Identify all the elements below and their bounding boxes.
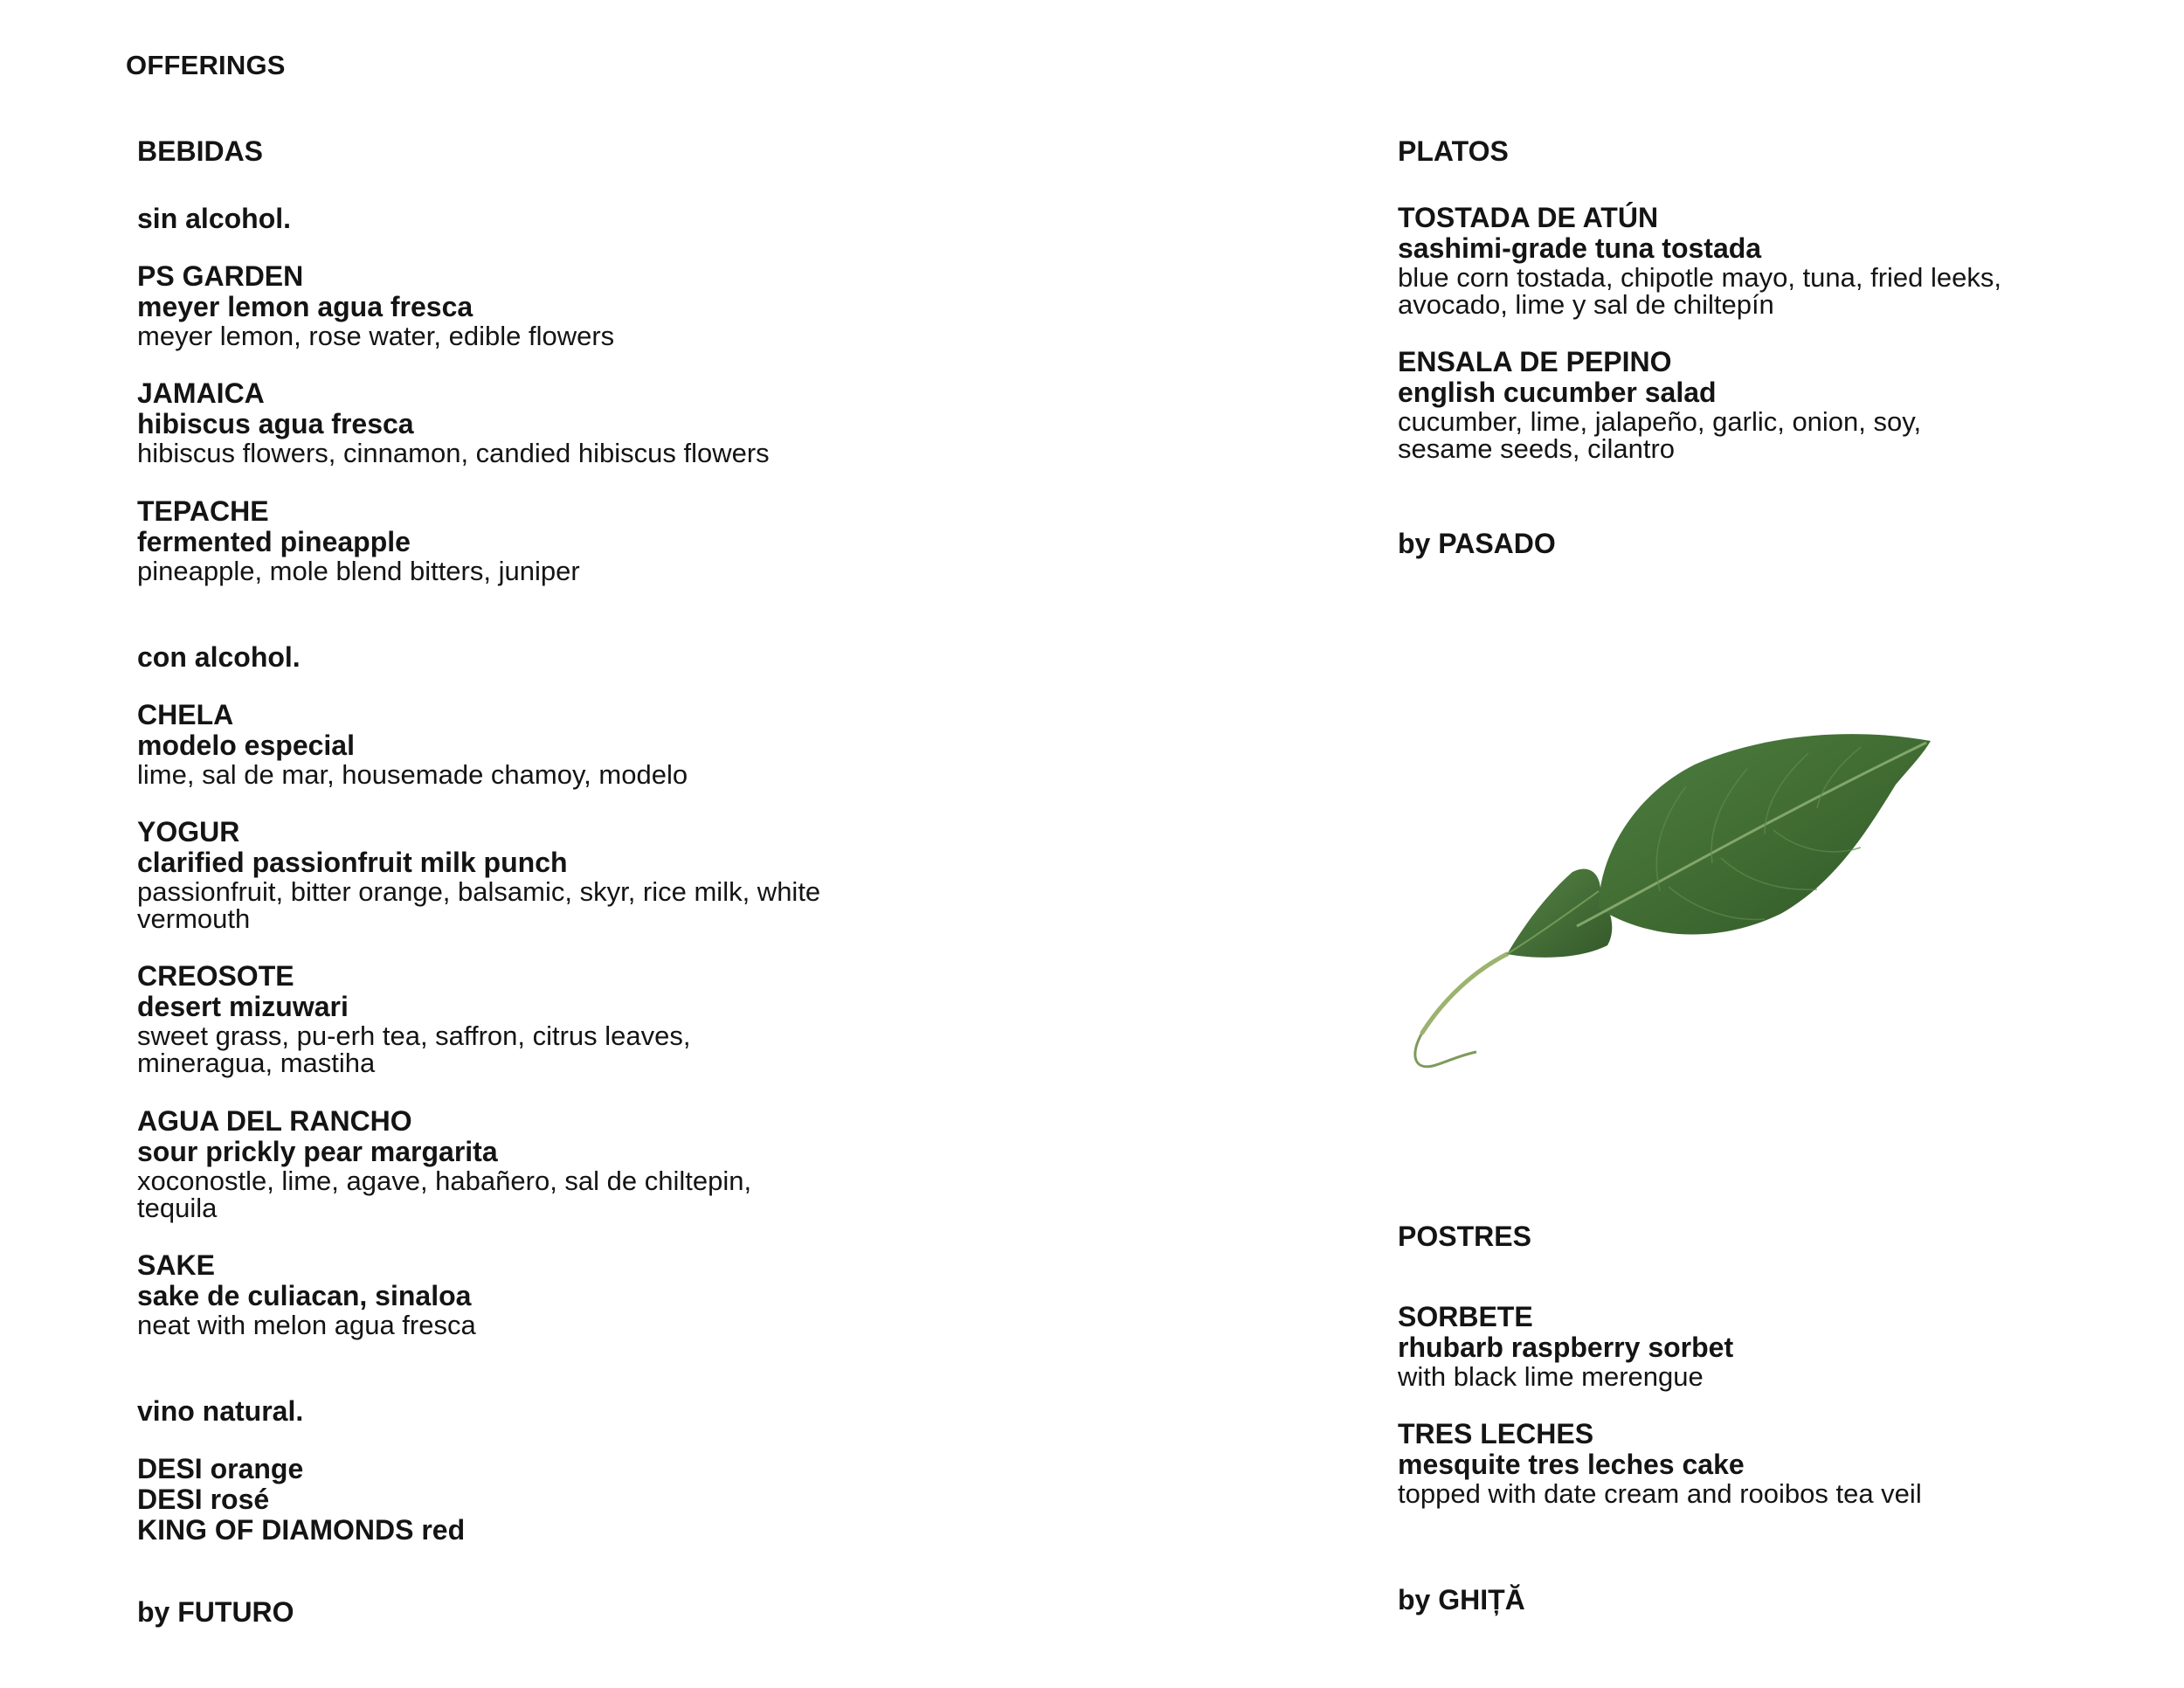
menu-item-jamaica [137,378,854,467]
item-subtitle: meyer lemon agua fresca [137,291,473,322]
item-subtitle: clarified passionfruit milk punch [137,847,568,878]
item-subtitle: rhubarb raspberry sorbet [1398,1332,1734,1363]
item-subtitle: sake de culiacan, sinaloa [137,1280,472,1311]
wine-list [137,1454,465,1546]
item-description: blue corn tostada, chipotle mayo, tuna, fried leeks, avocado, lime y sal de chiltepín [1398,262,2002,320]
menu-item-agua-del-rancho [137,1106,810,1221]
menu-item-tepache [137,496,854,585]
item-name: TEPACHE [137,495,269,527]
item-subtitle: sashimi-grade tuna tostada [1398,232,1762,264]
postres-title: POSTRES [1398,1221,1531,1252]
menu-item-yogur [137,817,854,932]
item-description: with black lime merengue [1398,1361,1704,1392]
menu-item-chela [137,700,854,788]
menu-item-creosote [137,961,766,1076]
item-subtitle: english cucumber salad [1398,377,1717,408]
item-name: YOGUR [137,816,240,847]
item-name: SORBETE [1398,1301,1533,1332]
item-description: passionfruit, bitter orange, balsamic, skyr, rice milk, white vermouth [137,876,821,934]
item-subtitle: hibiscus agua fresca [137,408,414,439]
item-name: TOSTADA DE ATÚN [1398,202,1659,233]
item-name: AGUA DEL RANCHO [137,1105,412,1137]
byline-ghita: by GHIȚĂ [1398,1584,1525,1615]
wine-item: DESI rosé [137,1484,270,1515]
item-subtitle: mesquite tres leches cake [1398,1449,1745,1480]
bebidas-title: BEBIDAS [137,135,264,167]
menu-item-tres-leches [1398,1419,2097,1507]
wine-item: KING OF DIAMONDS red [137,1514,466,1546]
item-name: SAKE [137,1249,215,1281]
menu-item-sorbete [1398,1302,2097,1390]
wine-item: DESI orange [137,1453,304,1484]
leaf-icon [1398,716,1939,1083]
byline-pasado: by PASADO [1398,528,1556,559]
menu-item-tostada-de-atun [1398,203,2097,318]
sin-alcohol-label: sin alcohol. [137,203,292,234]
item-description: hibiscus flowers, cinnamon, candied hibiscus flowers [137,438,770,468]
page-title: OFFERINGS [126,50,286,80]
item-description: cucumber, lime, jalapeño, garlic, onion, soy, sesame seeds, cilantro [1398,406,1922,464]
item-subtitle: desert mizuwari [137,991,349,1022]
item-name: CREOSOTE [137,960,294,992]
menu-item-sake [137,1250,854,1339]
item-name: TRES LECHES [1398,1418,1594,1449]
item-name: PS GARDEN [137,260,304,292]
menu-item-ps-garden [137,261,854,349]
item-name: ENSALA DE PEPINO [1398,346,1672,377]
vino-natural-label: vino natural. [137,1395,304,1427]
item-description: sweet grass, pu-erh tea, saffron, citrus leaves, mineragua, mastiha [137,1020,691,1078]
item-subtitle: sour prickly pear margarita [137,1136,498,1167]
item-description: neat with melon agua fresca [137,1310,476,1340]
item-description: pineapple, mole blend bitters, juniper [137,556,580,586]
platos-title: PLATOS [1398,135,1509,167]
byline-futuro: by FUTURO [137,1596,294,1628]
menu-item-ensala-de-pepino [1398,347,2009,462]
item-description: lime, sal de mar, housemade chamoy, modelo [137,759,688,790]
item-name: JAMAICA [137,377,265,409]
item-subtitle: fermented pineapple [137,526,411,557]
item-name: CHELA [137,699,234,730]
item-description: xoconostle, lime, agave, habañero, sal de chiltepin, tequila [137,1166,752,1223]
item-description: meyer lemon, rose water, edible flowers [137,321,615,351]
item-description: topped with date cream and rooibos tea veil [1398,1478,1922,1509]
con-alcohol-label: con alcohol. [137,641,301,673]
item-subtitle: modelo especial [137,730,355,761]
